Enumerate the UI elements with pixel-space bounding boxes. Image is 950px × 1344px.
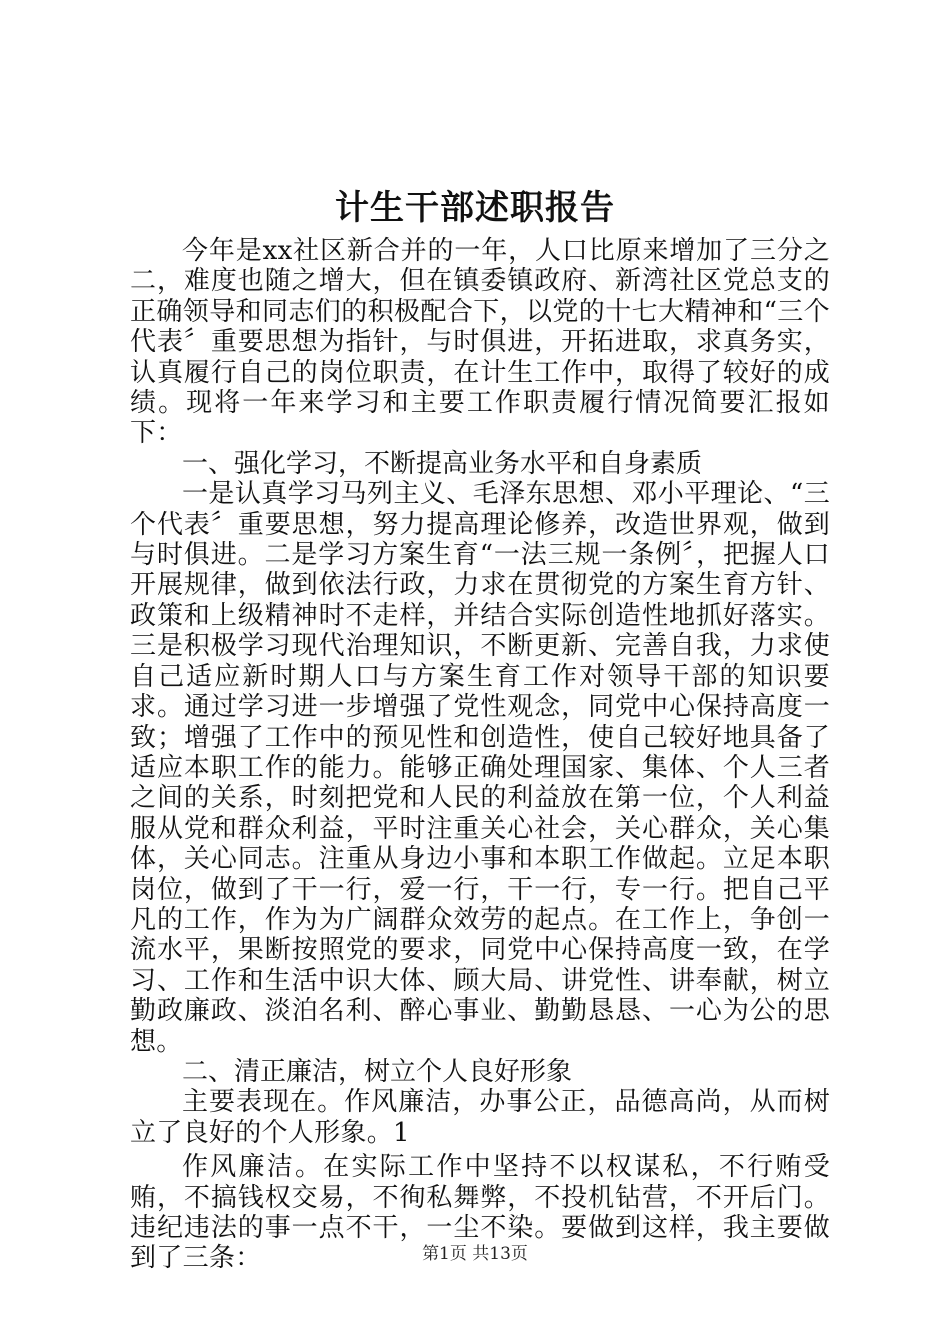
paragraph-integrity-detail: 作风廉洁。在实际工作中坚持不以权谋私，不行贿受贿，不搞钱权交易，不徇私舞弊，不投机钻营，不开后门。违纪违法的事一点不干，一尘不染。要做到这样，我主要做到了三条： <box>130 1152 830 1274</box>
section-heading-integrity: 二、清正廉洁，树立个人良好形象 <box>182 1056 573 1087</box>
page-number-footer: 第1页 共13页 <box>422 1244 528 1264</box>
section-heading-study: 一、强化学习，不断提高业务水平和自身素质 <box>182 448 703 479</box>
paragraph-intro: 今年是xx社区新合并的一年，人口比原来增加了三分之二，难度也随之增大，但在镇委镇政府、新湾社区党总支的正确领导和同志们的积极配合下，以党的十七大精神和“三个代表〞重要思想为指针，与时俱进，开拓进取，求真务实，认真履行自己的岗位职责，在计生工作中，取得了较好的成绩。现将一年来学习和主要工作职责履行情况简要汇报如下： <box>130 236 830 449</box>
paragraph-integrity-summary: 主要表现在。作风廉洁，办事公正，品德高尚，从而树立了良好的个人形象。1 <box>130 1087 830 1148</box>
paragraph-study: 一是认真学习马列主义、毛泽东思想、邓小平理论、“三个代表〞重要思想，努力提高理论修养，改造世界观，做到与时俱进。二是学习方案生育“一法三规一条例〞，把握人口开展规律，做到依法行政，力求在贯彻党的方案生育方针、政策和上级精神时不走样，并结合实际创造性地抓好落实。三是积极学习现代治理知识，不断更新、完善自我，力求使自己适应新时期人口与方案生育工作对领导干部的知识要求。通过学习进一步增强了党性观念，同党中心保持高度一致；增强了工作中的预见性和创造性，使自己较好地具备了适应本职工作的能力。能够正确处理国家、集体、个人三者之间的关系，时刻把党和人民的利益放在第一位，个人利益服从党和群众利益，平时注重关心社会，关心群众，关心集体，关心同志。注重从身边小事和本职工作做起。立足本职岗位，做到了干一行，爱一行，干一行，专一行。把自己平凡的工作，作为为广阔群众效劳的起点。在工作上，争创一流水平，果断按照党的要求，同党中心保持高度一致，在学习、工作和生活中识大体、顾大局、讲党性、讲奉献，树立勤政廉政、淡泊名利、醉心事业、勤勤恳恳、一心为公的思想。 <box>130 479 830 1057</box>
document-body <box>130 236 830 1274</box>
document-title: 计生干部述职报告 <box>335 188 615 228</box>
